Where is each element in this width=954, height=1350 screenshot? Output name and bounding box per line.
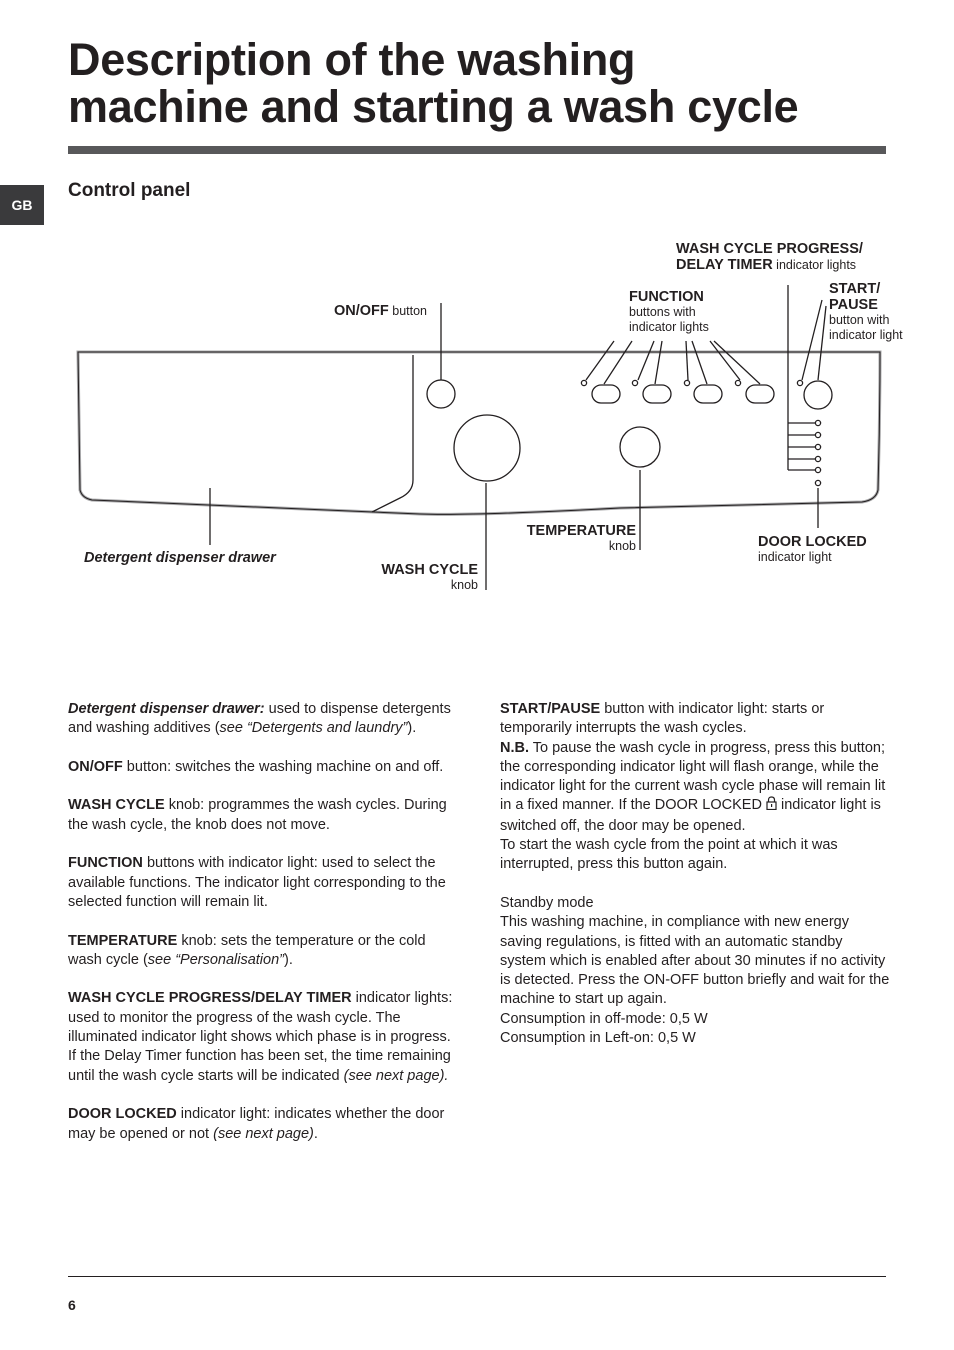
- label-wash-cycle: [360, 562, 478, 593]
- function-led-3: [684, 380, 689, 385]
- para-nb-text: To pause the wash cycle in progress, press this button; the corresponding indicator light will flash orange, while the indicator light for the current wash cycle phase will remain lit in a fixed manner. If the DOOR LOCKED: [500, 739, 886, 814]
- standby-title: Standby mode: [500, 894, 594, 911]
- label-wash-progress-bold-1: WASH CYCLE PROGRESS/: [676, 241, 863, 257]
- onoff-button-shape: [427, 380, 455, 408]
- para-temperature-bold: TEMPERATURE: [68, 932, 178, 949]
- para-progress-text: indicator lights: used to monitor the progress of the wash cycle. The illuminated indicator light shows which phase is in progress.: [68, 990, 453, 1046]
- progress-led-2: [815, 432, 820, 437]
- para-start-pause: [500, 700, 890, 739]
- para-door-end: .: [313, 1125, 318, 1142]
- para-nb-text-2: indicator light is switched off, the door may be opened.: [500, 797, 881, 834]
- label-door-small: indicator light: [758, 550, 832, 564]
- para-door-locked: [68, 1105, 458, 1144]
- leader-function-3: [638, 341, 654, 380]
- control-panel-diagram: [0, 0, 954, 620]
- leader-function-8: [714, 341, 760, 384]
- consumption-left-on: Consumption in Left-on: 0,5 W: [500, 1030, 696, 1047]
- label-start-pause: [829, 281, 903, 343]
- progress-led-4: [815, 456, 820, 461]
- para-detergent-text: used to dispense detergents and washing additives (: [68, 701, 451, 737]
- para-detergent-ital: see “Detergents and laundry”: [219, 720, 408, 737]
- leader-function-2: [604, 341, 632, 384]
- para-function-text: buttons with indicator light: used to select the available functions. The indicator light corresponding to the selected function will remain lit.: [68, 855, 446, 910]
- title-line-1: Description of the washing: [68, 34, 636, 85]
- start-pause-led: [797, 380, 802, 385]
- function-led-2: [632, 380, 637, 385]
- start-pause-button-shape: [804, 381, 832, 409]
- function-button-1: [592, 385, 620, 403]
- label-onoff-bold: ON/OFF: [334, 303, 389, 319]
- progress-led-3: [815, 444, 820, 449]
- para-restart-text: To start the wash cycle from the point at which it was interrupted, press this button again.: [500, 837, 838, 873]
- footer-rule: [68, 1276, 886, 1277]
- para-wash-cycle: [68, 796, 458, 835]
- panel-outline: [78, 352, 880, 514]
- para-function: [68, 854, 458, 912]
- title-line-2: machine and starting a wash cycle: [68, 81, 799, 132]
- label-washcycle-bold: WASH CYCLE: [381, 562, 478, 578]
- label-detergent: [84, 550, 276, 566]
- progress-led-5: [815, 467, 820, 472]
- label-start-bold-1: START/: [829, 281, 881, 297]
- para-door-bold: DOOR LOCKED: [68, 1106, 177, 1123]
- para-start-text: button with indicator light: starts or temporarily interrupts the wash cycles.: [500, 701, 825, 737]
- para-wash-progress: [68, 989, 458, 1047]
- section-title: Control panel: [68, 180, 191, 201]
- label-start-bold-2: PAUSE: [829, 297, 878, 313]
- para-washcycle-text: knob: programmes the wash cycles. During the wash cycle, the knob does not move.: [68, 797, 447, 833]
- para-restart: [500, 836, 890, 875]
- para-detergent-bold: Detergent dispenser drawer:: [68, 701, 265, 717]
- page-number: 6: [68, 1297, 76, 1313]
- label-function-bold: FUNCTION: [629, 289, 704, 305]
- label-wash-progress-small: indicator lights: [772, 258, 857, 272]
- para-temperature-text: knob: sets the temperature or the cold wash cycle (: [68, 932, 426, 968]
- function-led-1: [581, 380, 586, 385]
- progress-bracket: [788, 285, 815, 470]
- left-column: [68, 700, 458, 1163]
- para-function-bold: FUNCTION: [68, 855, 143, 872]
- para-detergent-end: ).: [407, 720, 417, 737]
- label-detergent-text: Detergent dispenser drawer: [84, 550, 276, 566]
- progress-led-1: [815, 420, 820, 425]
- leader-start-2: [818, 306, 826, 380]
- door-locked-led: [815, 480, 820, 485]
- label-temperature: [500, 523, 636, 554]
- para-nb: [500, 739, 890, 836]
- label-wash-progress: [676, 241, 896, 273]
- para-delay-text: If the Delay Timer function has been set, the time remaining until the wash cycle starts will be indicated: [68, 1048, 451, 1084]
- para-nb-bold: N.B.: [500, 739, 529, 756]
- wash-cycle-knob-shape: [454, 415, 520, 481]
- label-start-small-2: indicator light: [829, 328, 903, 342]
- label-onoff: [334, 303, 427, 319]
- lock-icon: [766, 796, 777, 816]
- language-tab: GB: [0, 185, 44, 225]
- label-temperature-bold: TEMPERATURE: [526, 523, 636, 539]
- para-start-bold: START/PAUSE: [500, 701, 601, 717]
- leader-function-6: [692, 341, 707, 384]
- right-column: [500, 700, 890, 1048]
- function-button-3: [694, 385, 722, 403]
- para-temperature: [68, 932, 458, 971]
- para-delay-timer: [68, 1047, 458, 1086]
- label-door-bold: DOOR LOCKED: [758, 534, 867, 550]
- para-progress-bold: WASH CYCLE PROGRESS/DELAY TIMER: [68, 990, 352, 1007]
- label-function: [629, 289, 709, 335]
- para-standby: [500, 894, 890, 1048]
- para-onoff: [68, 758, 458, 777]
- leader-function-4: [655, 341, 662, 384]
- function-button-4: [746, 385, 774, 403]
- label-door-locked: [758, 534, 867, 565]
- function-button-2: [643, 385, 671, 403]
- para-door-text: indicator light: indicates whether the door may be opened or not: [68, 1106, 445, 1142]
- label-onoff-small: button: [388, 304, 428, 318]
- label-start-small-1: button with: [829, 313, 890, 327]
- standby-text: This washing machine, in compliance with new energy saving regulations, is fitted with an automatic standby system which is enabled after about 30 minutes if no activity is detected. Press the ON-OFF button briefly and wait for the machine to start up again.: [500, 914, 890, 1008]
- temperature-knob-shape: [620, 427, 660, 467]
- label-temperature-small: knob: [608, 539, 636, 553]
- label-function-small-2: indicator lights: [629, 320, 709, 334]
- drawer-line: [372, 355, 413, 512]
- para-onoff-text: button: switches the washing machine on and off.: [122, 758, 444, 775]
- leader-function-5: [686, 341, 688, 380]
- label-washcycle-small: knob: [450, 578, 478, 592]
- para-delay-ital: (see next page).: [343, 1067, 449, 1084]
- para-onoff-bold: ON/OFF: [68, 758, 123, 775]
- label-function-small-1: buttons with: [629, 305, 696, 319]
- label-wash-progress-bold-2: DELAY TIMER: [676, 257, 773, 273]
- function-led-4: [735, 380, 740, 385]
- para-temperature-end: ).: [284, 951, 293, 968]
- para-detergent: [68, 700, 458, 739]
- consumption-off: Consumption in off-mode: 0,5 W: [500, 1010, 708, 1027]
- para-door-ital: (see next page): [213, 1125, 314, 1142]
- para-temperature-ital: see “Personalisation”: [147, 951, 284, 968]
- panel-outline-inner: [78, 352, 880, 514]
- para-washcycle-bold: WASH CYCLE: [68, 797, 165, 814]
